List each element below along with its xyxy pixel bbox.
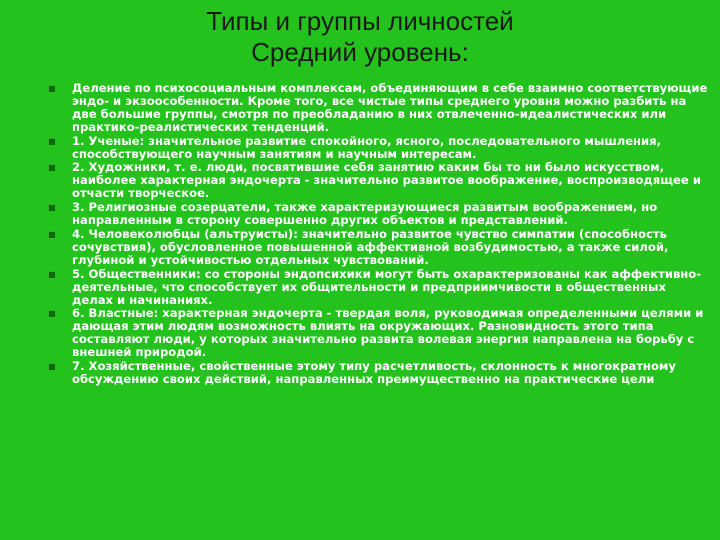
square-bullet-icon: [48, 138, 55, 145]
list-item-text: 1. Ученые: значительное развитие спокойного, ясного, последовательного мышления, способствующего научным занятиям и научным интересам.: [72, 133, 662, 161]
square-bullet-icon: [48, 231, 55, 238]
title-line-2: Средний уровень:: [251, 37, 469, 67]
square-bullet-icon: [48, 271, 55, 278]
list-item: [48, 228, 708, 267]
list-item: [48, 307, 708, 359]
title-line-1: Типы и группы личностей: [206, 6, 514, 36]
list-item-text: 6. Властные: характерная эндочерта - твердая воля, руководимая определенными целями и дающая этим людям возможность влиять на окружающих. Разновидность этого типа составляют люди, у которых значительно развита волевая энергия направлена на борьбу с внешней природой.: [72, 306, 704, 360]
list-item-text: 2. Художники, т. е. люди, посвятившие себя занятию каким бы то ни было искусством, наиболее характерная эндочерта - значительно развитое воображение, воспроизводящее и отчасти творческое.: [72, 160, 701, 201]
slide-title: [0, 6, 720, 68]
list-item: [48, 201, 708, 227]
list-item: [48, 161, 708, 200]
list-item-text: 5. Общественники: со стороны эндопсихики могут быть охарактеризованы как аффективно-деятельные, что способствует их общительности и предприимчивости в общественных делах и начинаниях.: [72, 266, 702, 307]
list-item: [48, 268, 708, 307]
square-bullet-icon: [48, 310, 55, 317]
list-item-text: Деление по психосоциальным комплексам, объединяющим в себе взаимно соответствующие эндо- и экзоособенности. Кроме того, все чистые типы среднего уровня можно разбить на две большие группы, смотря по преобладанию в них отвлеченно-идеалистических или практико-реалистических тенденций.: [72, 81, 708, 134]
square-bullet-icon: [48, 85, 55, 92]
list-item-text: 7. Хозяйственные, свойственные этому типу расчетливость, склонность к многократному обсуждению своих действий, направленных преимущественно на практические цели: [72, 359, 676, 386]
square-bullet-icon: [48, 204, 55, 211]
square-bullet-icon: [48, 363, 55, 370]
list-item: [48, 360, 708, 386]
bullet-list: [48, 82, 708, 387]
list-item: [48, 135, 708, 161]
list-item-text: 4. Человеколюбцы (альтруисты): значительно развитое чувство симпатии (способность сочувствия), обусловленное повышенной аффективной возбудимостью, а также силой, глубиной и устойчивостью отдельных чувствований.: [72, 226, 669, 267]
list-item: [48, 82, 708, 134]
list-item-text: 3. Религиозные созерцатели, также характеризующиеся развитым воображением, но направленным в сторону совершенно других объектов и представлений.: [72, 200, 658, 228]
square-bullet-icon: [48, 164, 55, 171]
